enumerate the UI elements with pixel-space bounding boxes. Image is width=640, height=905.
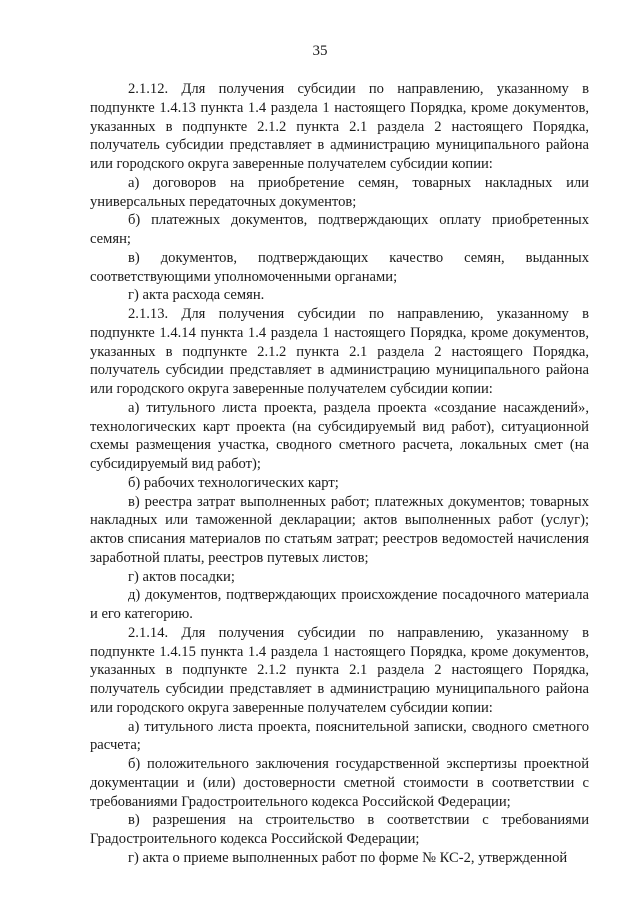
list-item-b: б) платежных документов, подтверждающих оплату приобретенных семян;: [90, 212, 589, 247]
paragraph-2-1-14: 2.1.14. Для получения субсидии по направлению, указанному в подпункте 1.4.15 пункта 1.4 раздела 1 настоящего Порядка, кроме документов, указанных в подпункте 2.1.2 пункта 2.1 раздела 2 настоящего Порядка, получатель субсидии представляет в администрацию муниципального района или городского округа заверенные получателем субсидии копии:: [90, 624, 589, 716]
list-item-d: д) документов, подтверждающих происхождение посадочного материала и его категорию.: [90, 587, 589, 622]
list-item-b: б) рабочих технологических карт;: [128, 474, 339, 491]
list-item-a: а) титульного листа проекта, раздела проекта «создание насаждений», технологических карт проекта (на субсидируемый вид работ), ситуационной схемы размещения участка, сводного сметного расчета, локальных смет (на субсидируемый вид работ);: [90, 399, 589, 472]
page-number: 35: [312, 43, 328, 59]
list-item-b: б) положительного заключения государственной экспертизы проектной документации и (или) достоверности сметной стоимости в соответствии с требованиями Градостроительного кодекса Российской Федерации;: [90, 756, 589, 810]
list-item-v: в) реестра затрат выполненных работ; платежных документов; товарных накладных или таможенной декларации; актов выполненных работ (услуг); актов списания материалов по статьям затрат; реестров ведомостей начисления заработной платы, реестров путевых листов;: [90, 493, 589, 566]
document-body: [90, 80, 589, 868]
list-item-g: г) акта расхода семян.: [128, 287, 265, 304]
list-item-a: а) договоров на приобретение семян, товарных накладных или универсальных передаточных документов;: [90, 174, 589, 210]
list-item-v: в) документов, подтверждающих качество семян, выданных соответствующими уполномоченными органами;: [90, 249, 589, 285]
paragraph-2-1-12: 2.1.12. Для получения субсидии по направлению, указанному в подпункте 1.4.13 пункта 1.4 раздела 1 настоящего Порядка, кроме документов, указанных в подпункте 2.1.2 пункта 2.1 раздела 2 настоящего Порядка, получатель субсидии представляет в администрацию муниципального района или городского округа заверенные получателем субсидии копии:: [90, 81, 589, 172]
list-item-v: в) разрешения на строительство в соответствии с требованиями Градостроительного кодекса Российской Федерации;: [90, 812, 589, 847]
list-item-g: г) актов посадки;: [128, 568, 235, 585]
list-item-g: г) акта о приеме выполненных работ по форме № КС-2, утвержденной: [128, 849, 568, 866]
list-item-a: а) титульного листа проекта, пояснительной записки, сводного сметного расчета;: [90, 718, 589, 754]
paragraph-2-1-13: 2.1.13. Для получения субсидии по направлению, указанному в подпункте 1.4.14 пункта 1.4 раздела 1 настоящего Порядка, кроме документов, указанных в подпункте 2.1.2 пункта 2.1 раздела 2 настоящего Порядка, получатель субсидии представляет в администрацию муниципального района или городского округа заверенные получателем субсидии копии:: [90, 306, 589, 397]
